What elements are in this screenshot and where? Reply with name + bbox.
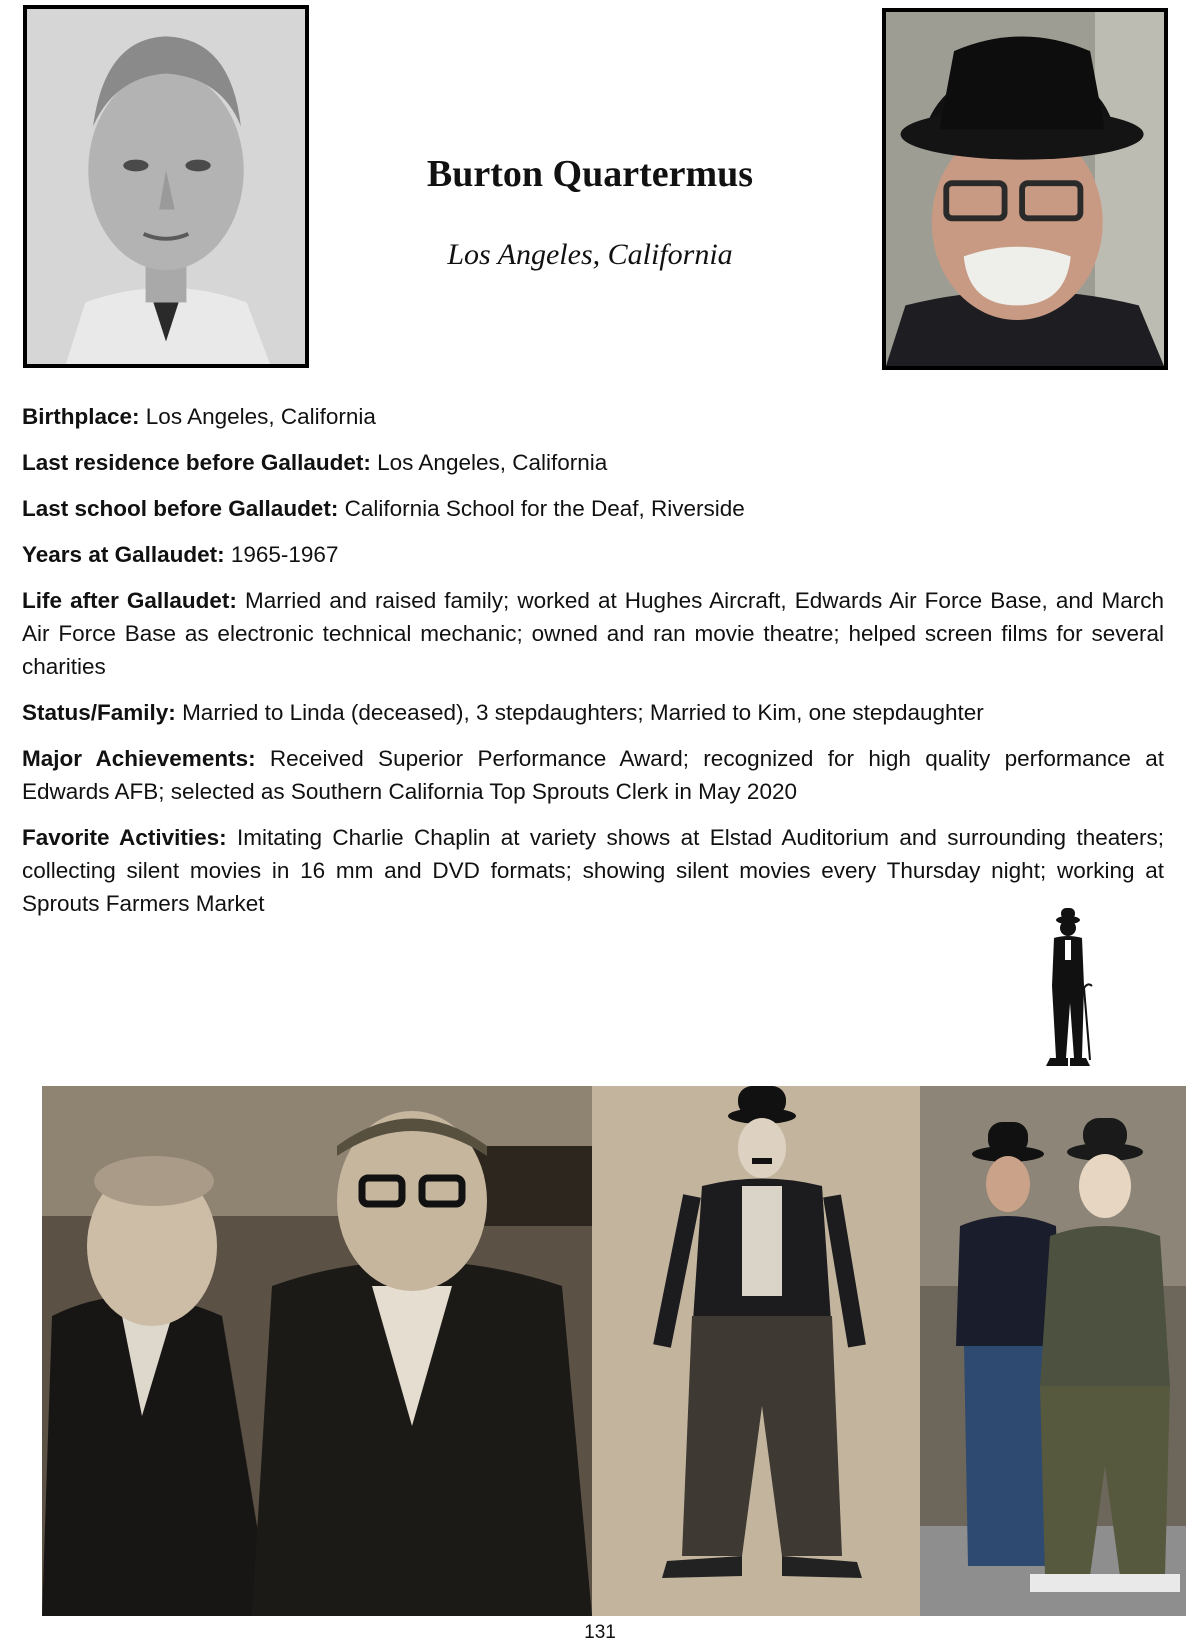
detail-label: Major Achievements: (22, 746, 256, 771)
detail-label: Life after Gallaudet: (22, 588, 237, 613)
detail-major-achievements (22, 742, 1164, 808)
detail-value: California School for the Deaf, Riverside (344, 496, 745, 521)
photo-two-men (42, 1086, 592, 1616)
detail-value: Los Angeles, California (145, 404, 376, 429)
biography-details (22, 400, 1164, 933)
detail-value: Los Angeles, California (377, 450, 608, 475)
detail-value: Imitating Charlie Chaplin at variety shows at Elstad Auditorium and surrounding theaters; collecting silent movies in 16 mm and DVD formats; showing silent movies every Thursday night; working at Sprouts Farmers Market (22, 825, 1164, 916)
detail-favorite-activities (22, 821, 1164, 920)
detail-value: 1965-1967 (230, 542, 339, 567)
detail-label: Years at Gallaudet: (22, 542, 225, 567)
detail-label: Favorite Activities: (22, 825, 227, 850)
detail-value: Married and raised family; worked at Hughes Aircraft, Edwards Air Force Base, and March Air Force Base as electronic technical mechanic; owned and ran movie theatre; helped screen films for several charities (22, 588, 1164, 679)
detail-last-school (22, 492, 1164, 525)
detail-label: Last residence before Gallaudet: (22, 450, 371, 475)
detail-label: Birthplace: (22, 404, 140, 429)
detail-label: Last school before Gallaudet: (22, 496, 339, 521)
subtitle-location: Los Angeles, California (447, 238, 733, 271)
portrait-photo-current (882, 8, 1168, 370)
detail-last-residence (22, 446, 1164, 479)
detail-years-at-gallaudet (22, 538, 1164, 571)
detail-birthplace (22, 400, 1164, 433)
detail-life-after-gallaudet (22, 584, 1164, 683)
page-number: 131 (584, 1622, 616, 1643)
detail-status-family (22, 696, 1164, 729)
detail-value: Received Superior Performance Award; recognized for high quality performance at Edwards AFB; selected as Southern California Top Sprouts Clerk in May 2020 (22, 746, 1164, 804)
page-title: Burton Quartermus (426, 153, 754, 195)
detail-label: Status/Family: (22, 700, 176, 725)
photo-chaplin-cutout (920, 1086, 1186, 1616)
portrait-photo-young (23, 5, 309, 368)
photo-chaplin-costume (592, 1086, 920, 1616)
detail-value: Married to Linda (deceased), 3 stepdaughters; Married to Kim, one stepdaughter (182, 700, 984, 725)
chaplin-silhouette-icon (1040, 908, 1102, 1074)
